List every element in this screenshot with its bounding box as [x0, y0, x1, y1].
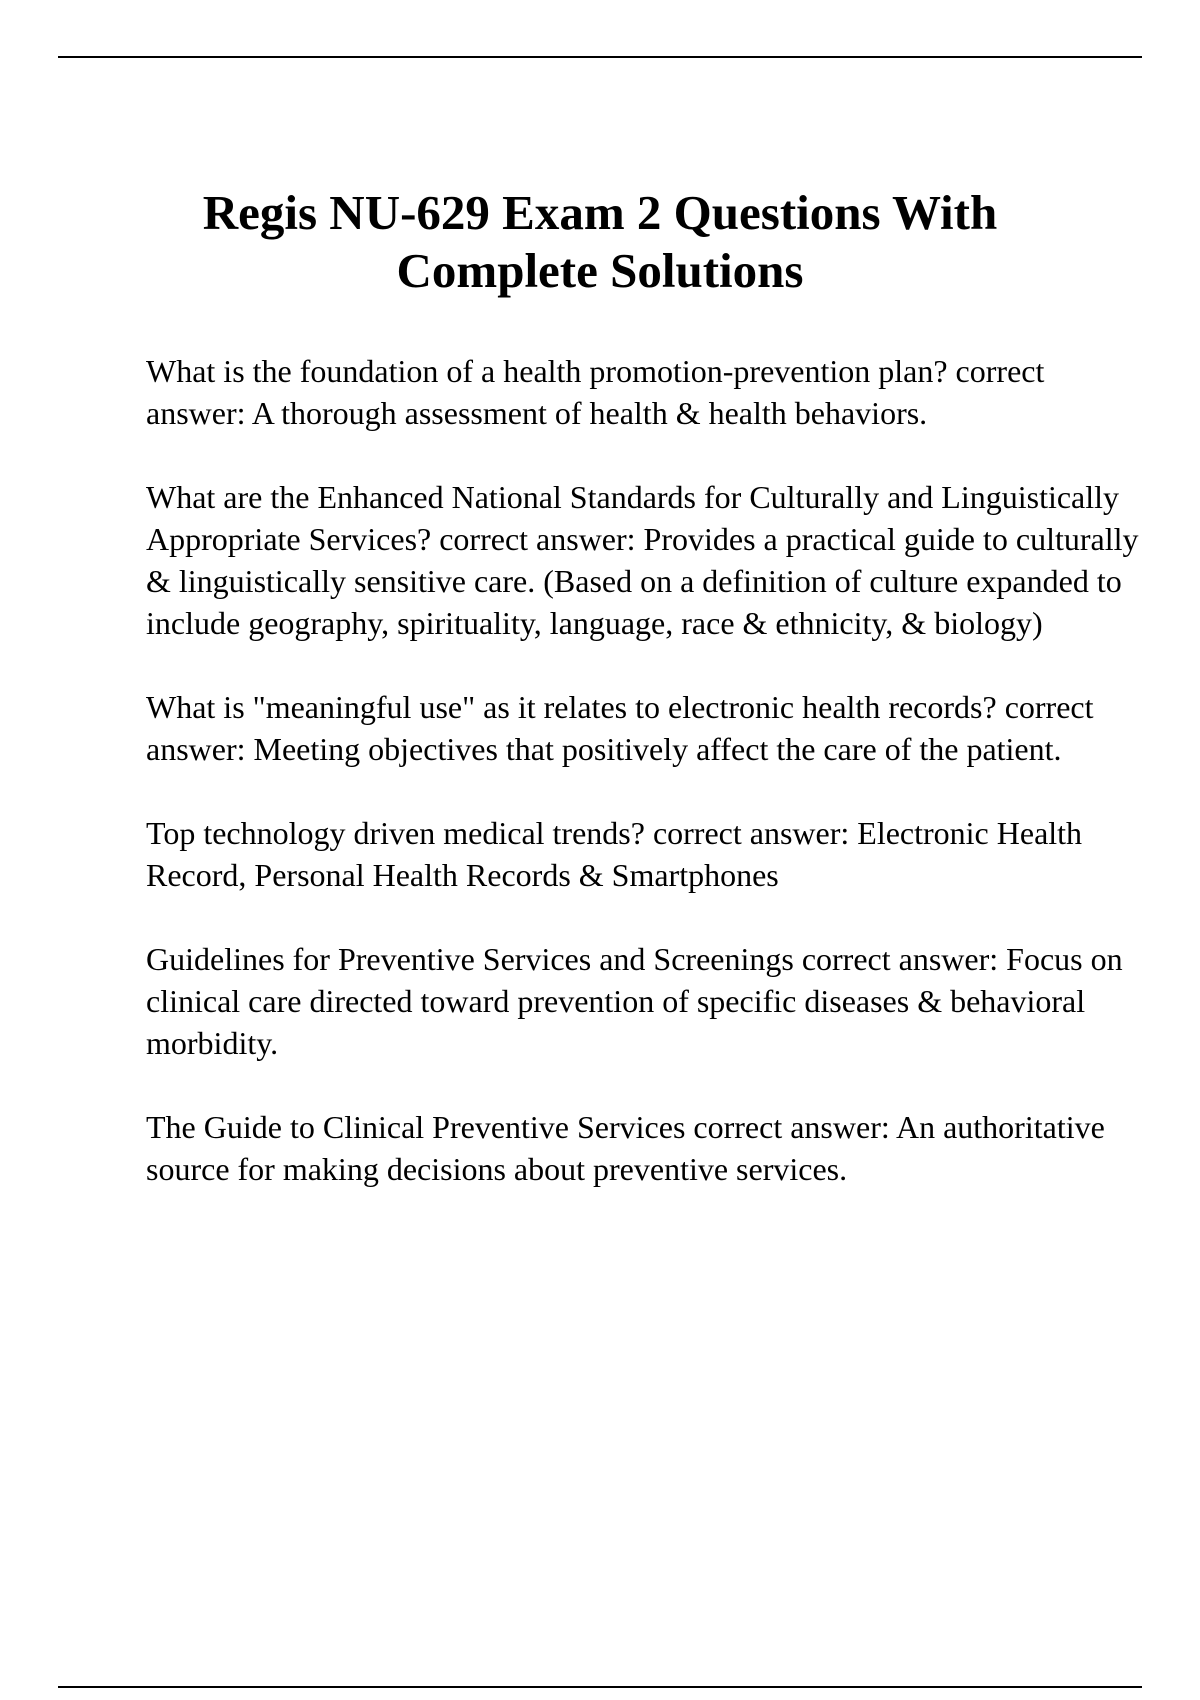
document-title: Regis NU-629 Exam 2 Questions With Complete Solutions: [202, 185, 998, 298]
header-rule: [58, 56, 1142, 58]
qa-item: Guidelines for Preventive Services and Screenings correct answer: Focus on clinical care directed toward prevention of specific diseases & behavioral morbidity.: [146, 941, 1123, 1061]
qa-item: What is "meaningful use" as it relates to electronic health records? correct answer: Meeting objectives that positively affect the care of the patient.: [146, 689, 1094, 767]
qa-item: What are the Enhanced National Standards for Culturally and Linguistically Appropriate Services? correct answer: Provides a practical guide to culturally & linguistically sensitive care. (Based on a definition of culture expanded to include geography, spirituality, language, race & ethnicity, & biology): [146, 479, 1139, 641]
qa-item: The Guide to Clinical Preventive Services correct answer: An authoritative source for making decisions about preventive services.: [146, 1109, 1105, 1187]
qa-item: What is the foundation of a health promotion-prevention plan? correct answer: A thorough assessment of health & health behaviors.: [146, 353, 1045, 431]
qa-item: Top technology driven medical trends? correct answer: Electronic Health Record, Personal Health Records & Smartphones: [146, 815, 1083, 893]
qa-list: [146, 350, 1146, 1232]
footer-rule: [58, 1686, 1142, 1688]
